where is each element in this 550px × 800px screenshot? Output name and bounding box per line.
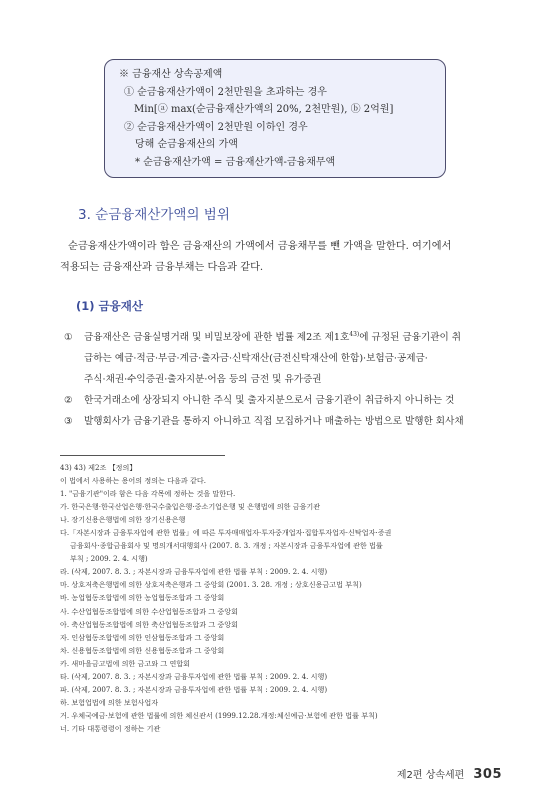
item-marker: ① bbox=[64, 332, 73, 344]
item-marker: ② bbox=[64, 395, 73, 407]
footnote-line: 43) 43) 제2조 【정의】 bbox=[60, 463, 137, 472]
footnote-ref: 43) bbox=[349, 331, 360, 338]
footnote-line: 금융회사·종합금융회사 및 명의개서대행회사 (2007. 8. 3. 개정 ; 자본시장과 금융투자업에 관한 법률 bbox=[70, 541, 383, 551]
item-continuation: 주식·채권·수익증권·출자지분·어음 등의 금전 및 유가증권 bbox=[84, 374, 322, 386]
footer-part-label: 제2편 상속세편 bbox=[396, 770, 465, 781]
footnote-line: 1. "금융기관"이라 함은 다음 각목에 정하는 것을 말한다. bbox=[60, 489, 236, 499]
footnote-line: 가. 한국은행·한국산업은행·한국수출입은행·중소기업은행 및 은행법에 의한 금융기관 bbox=[60, 502, 321, 512]
item-marker: ③ bbox=[64, 416, 73, 428]
box-line: ② 순금융재산가액이 2천만원 이하인 경우 bbox=[124, 121, 308, 133]
footnote-divider bbox=[60, 455, 225, 456]
footnote-line: 라. (삭제, 2007. 8. 3. ; 자본시장과 금융투자업에 관한 법률 부칙 : 2009. 2. 4. 시행) bbox=[60, 567, 328, 577]
footnote-line: 나. 장기신용은행법에 의한 장기신용은행 bbox=[60, 515, 186, 525]
info-box bbox=[104, 59, 446, 178]
footnote-line: 마. 상호저축은행법에 의한 상호저축은행과 그 중앙회 (2001. 3. 28. 개정 ; 상호신용금고법 부칙) bbox=[60, 580, 362, 590]
item-text: 금융재산은 금융실명거래 및 비밀보장에 관한 법률 제2조 제1호 bbox=[84, 332, 350, 344]
footnote-line: 카. 새마을금고법에 의한 금고와 그 연합회 bbox=[60, 658, 191, 668]
footnote-line: 하. 보험업법에 의한 보험사업자 bbox=[60, 697, 159, 707]
section-title: 3. 순금융재산가액의 범위 bbox=[78, 207, 230, 223]
footnote-line: 파. (삭제, 2007. 8. 3. ; 자본시장과 금융투자업에 관한 법률 부칙 : 2009. 2. 4. 시행) bbox=[60, 684, 328, 694]
item-list bbox=[64, 324, 494, 432]
page-footer bbox=[397, 766, 502, 782]
intro-line: 순금융재산가액이라 함은 금융재산의 가액에서 금융채무를 뺀 가액을 말한다. 여기에서 bbox=[68, 241, 452, 252]
footnote-line: 부칙 ; 2009. 2. 4. 시행) bbox=[70, 554, 148, 564]
item-text: 발행회사가 금융기관을 통하지 아니하고 직접 모집하거나 매출하는 방법으로 발행한 회사채 bbox=[84, 416, 464, 428]
footnote-line: 아. 축산업협동조합법에 의한 축산업협동조합과 그 중앙회 bbox=[60, 619, 238, 629]
footnote-line: 이 법에서 사용하는 용어의 정의는 다음과 같다. bbox=[60, 476, 206, 486]
item-text: 한국거래소에 상장되지 아니한 주식 및 출자지분으로서 금융기관이 취급하지 아니하는 것 bbox=[84, 395, 455, 407]
box-line: ① 순금융재산가액이 2천만원을 초과하는 경우 bbox=[124, 86, 327, 98]
box-line: Min[ⓐ max(순금융재산가액의 20%, 2천만원), ⓑ 2억원] bbox=[134, 104, 394, 116]
box-line: 당해 순금융재산의 가액 bbox=[135, 139, 238, 151]
footnote-line: 바. 농업협동조합법에 의한 농업협동조합과 그 중앙회 bbox=[60, 593, 225, 603]
footnote-line: 거. 우체국예금·보험에 관한 법률에 의한 체신관서 (1999.12.28.개정:체신예금·보험에 관한 법률 부칙) bbox=[60, 710, 378, 720]
footnote-line: 타. (삭제, 2007. 8. 3. ; 자본시장과 금융투자업에 관한 법률 부칙 : 2009. 2. 4. 시행) bbox=[60, 671, 328, 681]
footnotes bbox=[60, 461, 500, 735]
subsection-title: (1) 금융재산 bbox=[76, 299, 143, 313]
intro-line: 적용되는 금융재산과 금융부채는 다음과 같다. bbox=[60, 262, 264, 273]
list-item bbox=[64, 390, 494, 411]
footnote-line: 자. 인삼협동조합법에 의한 인삼협동조합과 그 중앙회 bbox=[60, 632, 225, 642]
footnote-line: 다.「자본시장과 금융투자업에 관한 법률」에 따른 투자매매업자·투자중개업자·집합투자업자·신탁업자·증권 bbox=[60, 528, 392, 538]
footnote-line: 사. 수산업협동조합법에 의한 수산업협동조합과 그 중앙회 bbox=[60, 606, 238, 616]
box-line: * 순금융재산가액 = 금융재산가액-금융채무액 bbox=[135, 156, 336, 168]
footnote-line: 차. 신용협동조합법에 의한 신용협동조합과 그 중앙회 bbox=[60, 645, 225, 655]
item-text: 에 규정된 금융기관이 취 bbox=[359, 332, 462, 344]
item-continuation: 급하는 예금·적금·부금·계금·출자금·신탁재산(금전신탁재산에 한함)·보험금·공제금· bbox=[84, 353, 428, 365]
box-heading: ※ 금융재산 상속공제액 bbox=[119, 69, 223, 80]
list-item bbox=[64, 324, 494, 348]
intro-paragraph bbox=[60, 236, 490, 278]
footnote-line: 너. 기타 대통령령이 정하는 기관 bbox=[60, 723, 161, 733]
list-item bbox=[64, 411, 494, 432]
page-number: 305 bbox=[473, 767, 502, 782]
